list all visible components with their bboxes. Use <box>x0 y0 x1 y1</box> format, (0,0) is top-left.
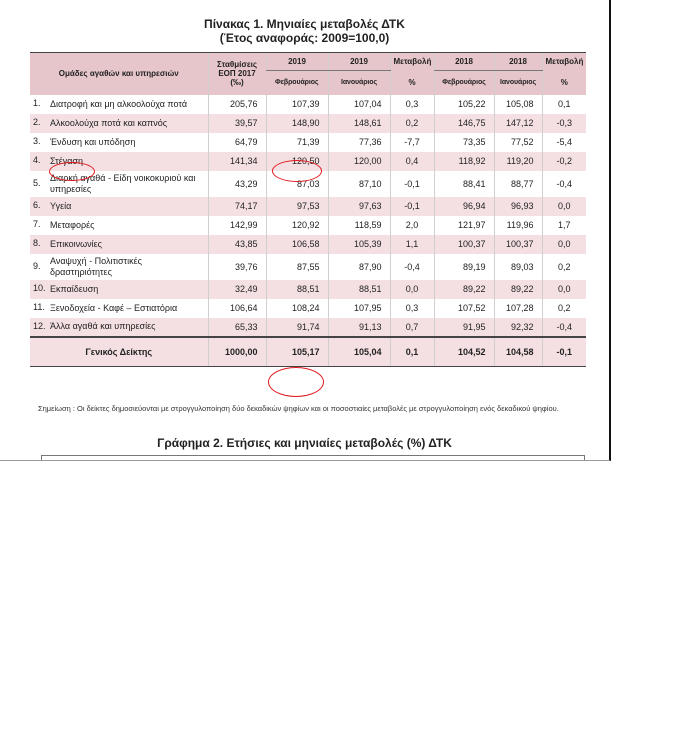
cell-change-2018: 0,0 <box>542 280 586 299</box>
header-weights: Σταθμίσεις ΕΟΠ 2017 (‰) <box>208 53 266 95</box>
row-number: 12. <box>33 320 46 331</box>
row-number: 2. <box>33 117 41 128</box>
row-label: Επικοινωνίες <box>50 238 102 249</box>
cell-jan-2018: 119,96 <box>494 216 542 235</box>
cell-jan-2018: 105,08 <box>494 95 542 114</box>
chart-title: Γράφημα 2. Ετήσιες και μηνιαίες μεταβολές (%) ΔΤΚ <box>157 436 452 450</box>
cell-weight: 142,99 <box>208 216 266 235</box>
cell-feb-2019: 87,03 <box>266 171 328 197</box>
cell-change-2018: -0,2 <box>542 152 586 171</box>
cell-change-2019: -0,1 <box>390 171 434 197</box>
row-number: 7. <box>33 219 41 230</box>
cell-jan-2018: 89,03 <box>494 254 542 280</box>
cell-change-2018: -5,4 <box>542 133 586 152</box>
header-row-years <box>30 53 586 71</box>
cell-weight: 106,64 <box>208 299 266 318</box>
cell-weight: 43,29 <box>208 171 266 197</box>
header-pct-2018: % <box>542 71 586 95</box>
cell-change-2018: 0,0 <box>542 197 586 216</box>
cell-feb-2018: 121,97 <box>434 216 494 235</box>
cell-change-2018: 0,0 <box>542 235 586 254</box>
cell-feb-2018: 100,37 <box>434 235 494 254</box>
row-number: 6. <box>33 200 41 211</box>
cell-jan-2019: 87,90 <box>328 254 390 280</box>
cell-weight: 32,49 <box>208 280 266 299</box>
row-number: 4. <box>33 155 41 166</box>
cell-change-2019: 0,3 <box>390 95 434 114</box>
table-row <box>30 235 586 254</box>
row-number: 5. <box>33 177 41 188</box>
header-month-jan-2019: Ιανουάριος <box>328 71 390 95</box>
cell-change-2019: -0,4 <box>390 254 434 280</box>
table-note: Σημείωση : Οι δείκτες δημοσιεύονται με στρογγυλοποίηση δύο δεκαδικών ψηφίων και οι ποσοστιαίες μεταβολές με στρογγυλοποίηση ενός δεκαδικού ψηφίου. <box>38 404 559 413</box>
table-row <box>30 216 586 235</box>
cell-weight: 65,33 <box>208 318 266 337</box>
table-row <box>30 114 586 133</box>
cell-feb-2018: 73,35 <box>434 133 494 152</box>
cell-feb-2018: 96,94 <box>434 197 494 216</box>
header-month-jan-2018: Ιανουάριος <box>494 71 542 95</box>
row-label: Υγεία <box>50 200 72 211</box>
total-feb-2019: 105,17 <box>266 337 328 367</box>
row-label: Άλλα αγαθά και υπηρεσίες <box>50 321 156 332</box>
header-change-2018: Μεταβολή <box>542 53 586 71</box>
total-label: Γενικός Δείκτης <box>30 337 208 367</box>
cell-jan-2019: 87,10 <box>328 171 390 197</box>
row-label: Στέγαση <box>50 155 83 166</box>
cell-jan-2019: 91,13 <box>328 318 390 337</box>
cpi-table <box>30 52 586 367</box>
cell-jan-2019: 77,36 <box>328 133 390 152</box>
cell-feb-2019: 91,74 <box>266 318 328 337</box>
header-month-feb-2019: Φεβρουάριος <box>266 71 328 95</box>
row-label: Διαρκή αγαθά - Είδη νοικοκυριού και υπηρεσίες <box>50 172 196 194</box>
cell-feb-2018: 89,22 <box>434 280 494 299</box>
total-jan-2019: 105,04 <box>328 337 390 367</box>
table-row <box>30 133 586 152</box>
row-label: Ξενοδοχεία - Καφέ – Εστιατόρια <box>50 302 178 313</box>
cell-change-2019: 2,0 <box>390 216 434 235</box>
total-weight: 1000,00 <box>208 337 266 367</box>
header-month-feb-2018: Φεβρουάριος <box>434 71 494 95</box>
cell-jan-2018: 119,20 <box>494 152 542 171</box>
cell-weight: 74,17 <box>208 197 266 216</box>
total-change-2019: 0,1 <box>390 337 434 367</box>
row-number: 10. <box>33 283 46 294</box>
cell-jan-2019: 105,39 <box>328 235 390 254</box>
cell-feb-2018: 118,92 <box>434 152 494 171</box>
row-number: 11. <box>33 302 45 313</box>
cell-change-2019: 1,1 <box>390 235 434 254</box>
cell-jan-2019: 148,61 <box>328 114 390 133</box>
row-label: Μεταφορές <box>50 219 95 230</box>
cell-jan-2018: 147,12 <box>494 114 542 133</box>
cell-jan-2019: 97,63 <box>328 197 390 216</box>
cell-feb-2019: 88,51 <box>266 280 328 299</box>
cell-feb-2018: 105,22 <box>434 95 494 114</box>
highlight-circle-total-value <box>268 367 324 397</box>
cell-change-2018: 0,2 <box>542 299 586 318</box>
table-row <box>30 171 586 197</box>
cell-weight: 39,76 <box>208 254 266 280</box>
cell-change-2019: -7,7 <box>390 133 434 152</box>
cell-change-2018: -0,3 <box>542 114 586 133</box>
total-jan-2018: 104,58 <box>494 337 542 367</box>
header-change-2019: Μεταβολή <box>390 53 434 71</box>
cell-jan-2018: 92,32 <box>494 318 542 337</box>
cell-jan-2019: 88,51 <box>328 280 390 299</box>
row-label: Αλκοολούχα ποτά και καπνός <box>50 117 168 128</box>
cell-change-2019: 0,0 <box>390 280 434 299</box>
table-row <box>30 299 586 318</box>
cell-feb-2019: 120,92 <box>266 216 328 235</box>
table-row-total <box>30 337 586 367</box>
header-year-2019-feb: 2019 <box>266 53 328 71</box>
cell-feb-2019: 107,39 <box>266 95 328 114</box>
header-pct-2019: % <box>390 71 434 95</box>
cell-weight: 39,57 <box>208 114 266 133</box>
row-label: Ένδυση και υπόδηση <box>50 136 136 147</box>
cell-jan-2019: 120,00 <box>328 152 390 171</box>
total-feb-2018: 104,52 <box>434 337 494 367</box>
cell-change-2018: 1,7 <box>542 216 586 235</box>
cell-feb-2018: 89,19 <box>434 254 494 280</box>
header-groups: Ομάδες αγαθών και υπηρεσιών <box>30 53 208 95</box>
cell-feb-2018: 146,75 <box>434 114 494 133</box>
table-title: Πίνακας 1. Μηνιαίες μεταβολές ΔΤΚ <box>204 17 405 31</box>
cell-feb-2019: 120,50 <box>266 152 328 171</box>
cell-change-2019: -0,1 <box>390 197 434 216</box>
cell-change-2019: 0,3 <box>390 299 434 318</box>
cell-change-2018: 0,1 <box>542 95 586 114</box>
row-number: 8. <box>33 238 41 249</box>
cell-feb-2019: 148,90 <box>266 114 328 133</box>
cell-change-2018: -0,4 <box>542 318 586 337</box>
cell-jan-2019: 107,95 <box>328 299 390 318</box>
cell-feb-2018: 107,52 <box>434 299 494 318</box>
table-row <box>30 254 586 280</box>
cell-jan-2019: 107,04 <box>328 95 390 114</box>
header-year-2018-jan: 2018 <box>494 53 542 71</box>
cell-jan-2018: 88,77 <box>494 171 542 197</box>
cell-change-2018: -0,4 <box>542 171 586 197</box>
cell-weight: 43,85 <box>208 235 266 254</box>
table-row <box>30 318 586 337</box>
cell-weight: 205,76 <box>208 95 266 114</box>
cell-feb-2019: 97,53 <box>266 197 328 216</box>
header-year-2019-jan: 2019 <box>328 53 390 71</box>
row-number: 1. <box>33 98 41 109</box>
cell-feb-2018: 91,95 <box>434 318 494 337</box>
cell-jan-2018: 77,52 <box>494 133 542 152</box>
cell-weight: 64,79 <box>208 133 266 152</box>
table-row <box>30 95 586 114</box>
table-subtitle: (Έτος αναφοράς: 2009=100,0) <box>219 31 390 45</box>
cell-change-2019: 0,4 <box>390 152 434 171</box>
cell-change-2019: 0,7 <box>390 318 434 337</box>
chart-frame <box>41 455 585 461</box>
row-label: Εκπαίδευση <box>50 283 99 294</box>
table-row-housing <box>30 152 586 171</box>
total-change-2018: -0,1 <box>542 337 586 367</box>
cell-weight: 141,34 <box>208 152 266 171</box>
cell-feb-2019: 87,55 <box>266 254 328 280</box>
cell-change-2018: 0,2 <box>542 254 586 280</box>
cell-feb-2019: 106,58 <box>266 235 328 254</box>
table-row <box>30 197 586 216</box>
cell-jan-2018: 107,28 <box>494 299 542 318</box>
cell-jan-2018: 89,22 <box>494 280 542 299</box>
cell-change-2019: 0,2 <box>390 114 434 133</box>
row-number: 3. <box>33 136 41 147</box>
header-year-2018-feb: 2018 <box>434 53 494 71</box>
table-row <box>30 280 586 299</box>
cell-jan-2019: 118,59 <box>328 216 390 235</box>
cell-feb-2018: 88,41 <box>434 171 494 197</box>
cell-jan-2018: 100,37 <box>494 235 542 254</box>
row-number: 9. <box>33 260 41 271</box>
row-label: Αναψυχή - Πολιτιστικές δραστηριότητες <box>50 255 142 277</box>
cell-feb-2019: 71,39 <box>266 133 328 152</box>
cell-jan-2018: 96,93 <box>494 197 542 216</box>
row-label: Διατροφή και μη αλκοολούχα ποτά <box>50 98 188 109</box>
cell-feb-2019: 108,24 <box>266 299 328 318</box>
